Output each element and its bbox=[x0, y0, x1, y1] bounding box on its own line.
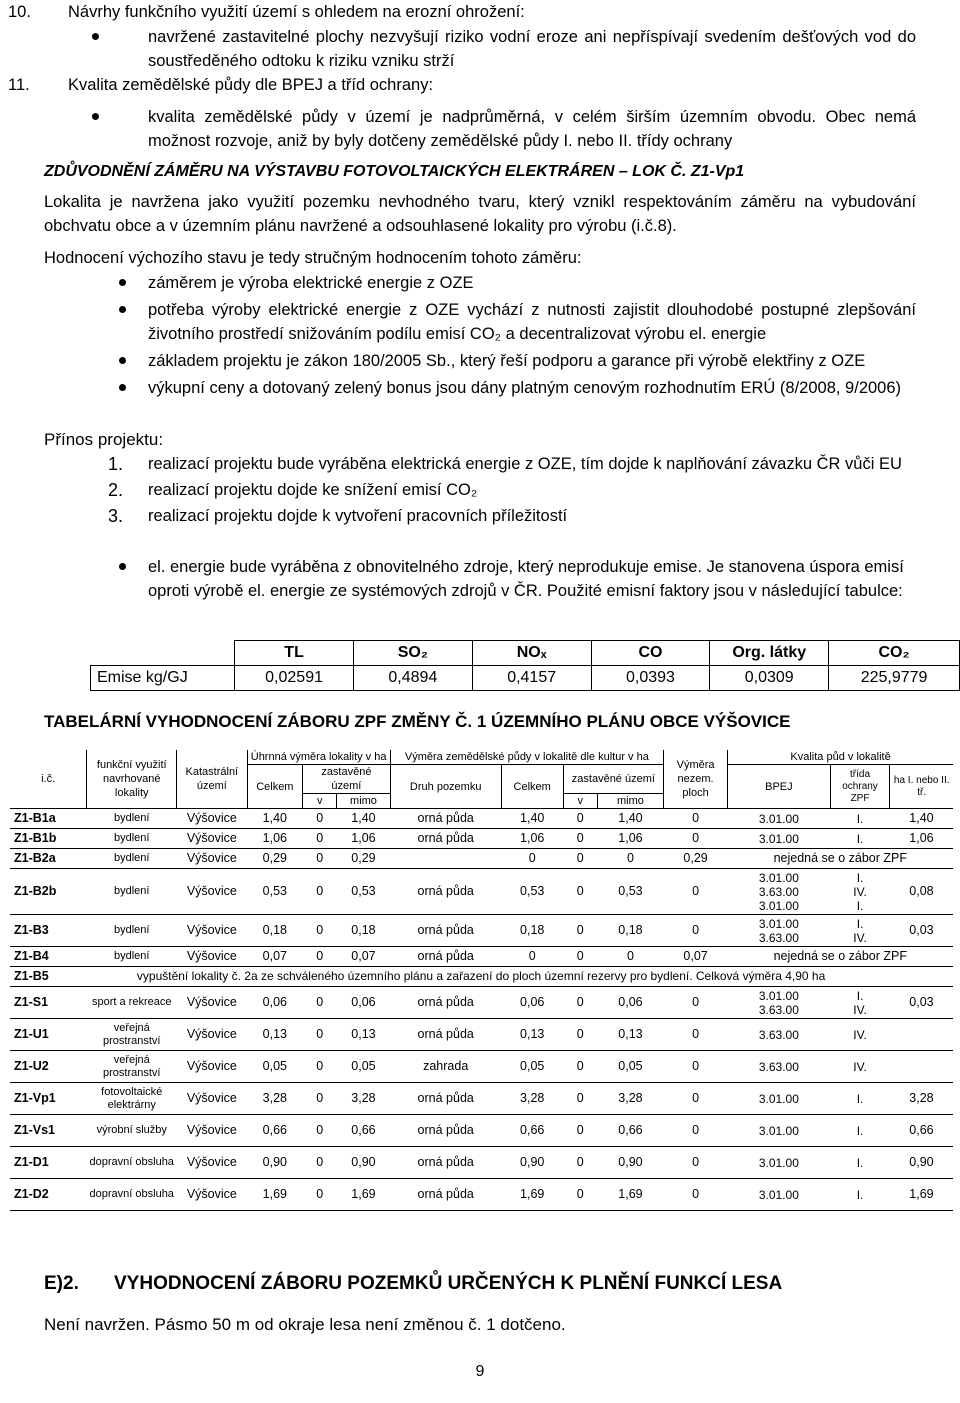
cell-function: sport a rekreace bbox=[87, 987, 177, 1019]
cell-katastr: Výšovice bbox=[177, 1051, 247, 1083]
cell-c2: 0 bbox=[501, 849, 563, 869]
cell-nz: 0 bbox=[664, 915, 728, 947]
table-header-row: Celkem zastavěné území Druh pozemku Celkem zastavěné území BPEJ třída ochrany ZPF ha I. nebo II. tř. bbox=[10, 765, 953, 794]
cell-code: Z1-B4 bbox=[10, 947, 87, 967]
cell-m: 1,40 bbox=[337, 809, 390, 829]
cell-function: dopravní obsluha bbox=[87, 1147, 177, 1179]
cell-c: 0,07 bbox=[247, 947, 303, 967]
zpf-table bbox=[10, 750, 953, 1211]
list-item: kvalita zemědělské půdy v území je nadprůměrná, v celém širším územním obvodu. Obec nemá možnost rozvoje, aniž by byly dotčeny zemědělské půdy I. nebo II. třídy ochrany bbox=[148, 105, 916, 153]
cell-trida: I. IV. I. bbox=[830, 869, 890, 915]
list-item: el. energie bude vyráběna z obnovitelného zdroje, který neprodukuje emise. Je stanovena úspora emisí oproti výrobě el. energie ze systémových zdrojů v ČR. Použité emisní faktory jsou v následující tabulce: bbox=[148, 555, 916, 603]
cell-code: Z1-B5 bbox=[10, 967, 87, 987]
cell-c2: 0,06 bbox=[501, 987, 563, 1019]
cell-m: 0,13 bbox=[337, 1019, 390, 1051]
cell-m2: 0,53 bbox=[597, 869, 663, 915]
cell-function: bydlení bbox=[87, 915, 177, 947]
cell-c: 3,28 bbox=[247, 1083, 303, 1115]
list-item: základem projektu je zákon 180/2005 Sb., který řeší podporu a garance při výrobě elektřiny z OZE bbox=[148, 349, 916, 373]
cell-m2: 0,05 bbox=[597, 1051, 663, 1083]
cell-code: Z1-B1a bbox=[10, 809, 87, 829]
cell-druh: orná půda bbox=[390, 829, 501, 849]
list-item: výkupní ceny a dotovaný zelený bonus jsou dány platným cenovým rozhodnutím ERÚ (8/2008, 9/2006) bbox=[148, 376, 916, 400]
prinos-bullets bbox=[148, 555, 916, 603]
cell-druh: zahrada bbox=[390, 1051, 501, 1083]
cell-m: 0,06 bbox=[337, 987, 390, 1019]
cell-note: vypuštění lokality č. 2a ze schváleného územního plánu a zařazení do ploch územní rezervy pro bydlení. Celková výměra 4,90 ha bbox=[87, 967, 953, 987]
cell-v: 0 bbox=[303, 809, 337, 829]
cell-trida: I. bbox=[830, 1179, 890, 1211]
cell-function: výrobní služby bbox=[87, 1115, 177, 1147]
cell-c: 0,90 bbox=[247, 1147, 303, 1179]
cell-katastr: Výšovice bbox=[177, 915, 247, 947]
cell-m: 0,66 bbox=[337, 1115, 390, 1147]
cell-druh bbox=[390, 849, 501, 869]
cell-nz: 0 bbox=[664, 1179, 728, 1211]
cell-bpej: 3.01.00 bbox=[728, 1115, 831, 1147]
cell-code: Z1-U2 bbox=[10, 1051, 87, 1083]
cell-druh: orná půda bbox=[390, 1019, 501, 1051]
section-10-title: Návrhy funkčního využití území s ohledem na erozní ohrožení: bbox=[68, 3, 525, 21]
cell-trida: IV. bbox=[830, 1051, 890, 1083]
cell-m: 0,07 bbox=[337, 947, 390, 967]
cell-v: 0 bbox=[303, 829, 337, 849]
cell-nz: 0 bbox=[664, 1083, 728, 1115]
cell-katastr: Výšovice bbox=[177, 1019, 247, 1051]
cell-katastr: Výšovice bbox=[177, 987, 247, 1019]
cell-v: 0 bbox=[303, 1179, 337, 1211]
cell-m: 3,28 bbox=[337, 1083, 390, 1115]
cell-c2: 1,40 bbox=[501, 809, 563, 829]
cell-v2: 0 bbox=[563, 1147, 597, 1179]
cell-c: 0,13 bbox=[247, 1019, 303, 1051]
section-11-number: 11. bbox=[8, 76, 30, 94]
cell-druh: orná půda bbox=[390, 987, 501, 1019]
cell-function: dopravní obsluha bbox=[87, 1179, 177, 1211]
cell-function: fotovoltaické elektrárny bbox=[87, 1083, 177, 1115]
prinos-list bbox=[108, 452, 916, 528]
section-11 bbox=[0, 73, 930, 97]
table-row bbox=[10, 1019, 953, 1051]
cell-trida: I. bbox=[830, 809, 890, 829]
cell-katastr: Výšovice bbox=[177, 829, 247, 849]
cell-v2: 0 bbox=[563, 1179, 597, 1211]
cell-ha: 3,28 bbox=[890, 1083, 953, 1115]
cell-v: 0 bbox=[303, 1083, 337, 1115]
cell-code: Z1-U1 bbox=[10, 1019, 87, 1051]
prinos-title: Přínos projektu: bbox=[44, 430, 164, 449]
cell-nz: 0 bbox=[664, 1019, 728, 1051]
cell-c2: 0,05 bbox=[501, 1051, 563, 1083]
cell-v2: 0 bbox=[563, 849, 597, 869]
cell-c2: 1,69 bbox=[501, 1179, 563, 1211]
cell-bpej: 3.01.00 3.63.00 3.01.00 bbox=[728, 869, 831, 915]
heading-zpf: TABELÁRNÍ VYHODNOCENÍ ZÁBORU ZPF ZMĚNY Č. 1 ÚZEMNÍHO PLÁNU OBCE VÝŠOVICE bbox=[44, 712, 791, 731]
table-row: Emise kg/GJ 0,02591 0,4894 0,4157 0,0393 0,0309 225,9779 bbox=[91, 666, 960, 691]
cell-m: 0,18 bbox=[337, 915, 390, 947]
cell-katastr: Výšovice bbox=[177, 947, 247, 967]
cell-druh: orná půda bbox=[390, 915, 501, 947]
cell-c: 0,29 bbox=[247, 849, 303, 869]
cell-code: Z1-B2a bbox=[10, 849, 87, 869]
cell-druh: orná půda bbox=[390, 869, 501, 915]
cell-m2: 0,06 bbox=[597, 987, 663, 1019]
cell-bpej: 3.01.00 3.63.00 bbox=[728, 987, 831, 1019]
cell-m2: 3,28 bbox=[597, 1083, 663, 1115]
list-item: záměrem je výroba elektrické energie z OZE bbox=[148, 271, 916, 295]
bullet-icon bbox=[119, 384, 126, 391]
cell-function: bydlení bbox=[87, 809, 177, 829]
cell-function: veřejná prostranství bbox=[87, 1051, 177, 1083]
cell-m2: 1,40 bbox=[597, 809, 663, 829]
cell-nz: 0 bbox=[664, 829, 728, 849]
cell-druh: orná půda bbox=[390, 1147, 501, 1179]
cell-ha: 0,08 bbox=[890, 869, 953, 915]
bullet-icon bbox=[119, 279, 126, 286]
cell-trida: I. bbox=[830, 1147, 890, 1179]
cell-c2: 0,90 bbox=[501, 1147, 563, 1179]
heading-fve: ZDŮVODNĚNÍ ZÁMĚRU NA VÝSTAVBU FOTOVOLTAICKÝCH ELEKTRÁREN – LOK Č. Z1-Vp1 bbox=[44, 163, 745, 180]
table-row bbox=[10, 809, 953, 829]
paragraph-lokalita: Lokalita je navržena jako využití pozemku nevhodného tvaru, který vznikl respektováním záměru na vybudování obchvatu obce a v územním plánu navržené a odsouhlasené lokality pro výrobu (i.č.8). bbox=[44, 193, 916, 235]
cell-c2: 3,28 bbox=[501, 1083, 563, 1115]
bullet-icon bbox=[119, 306, 126, 313]
cell-m2: 0 bbox=[597, 947, 663, 967]
table-row bbox=[10, 915, 953, 947]
section-10 bbox=[0, 0, 930, 24]
cell-v: 0 bbox=[303, 1019, 337, 1051]
cell-ha: 0,03 bbox=[890, 915, 953, 947]
table-row: TL SO₂ NOₓ CO Org. látky CO₂ bbox=[91, 641, 960, 666]
cell-katastr: Výšovice bbox=[177, 869, 247, 915]
cell-nz: 0 bbox=[664, 1147, 728, 1179]
cell-nz: 0 bbox=[664, 987, 728, 1019]
table-row bbox=[10, 987, 953, 1019]
cell-code: Z1-B1b bbox=[10, 829, 87, 849]
cell-m: 0,29 bbox=[337, 849, 390, 869]
cell-code: Z1-Vp1 bbox=[10, 1083, 87, 1115]
cell-c: 1,40 bbox=[247, 809, 303, 829]
cell-v: 0 bbox=[303, 869, 337, 915]
cell-m: 0,90 bbox=[337, 1147, 390, 1179]
cell-c2: 1,06 bbox=[501, 829, 563, 849]
cell-m2: 1,06 bbox=[597, 829, 663, 849]
bullet-icon bbox=[119, 357, 126, 364]
cell-v2: 0 bbox=[563, 809, 597, 829]
cell-m: 1,69 bbox=[337, 1179, 390, 1211]
cell-nz: 0,29 bbox=[664, 849, 728, 869]
cell-code: Z1-D1 bbox=[10, 1147, 87, 1179]
list-item: 2. realizací projektu dojde ke snížení emisí CO₂ bbox=[108, 480, 478, 500]
cell-m: 0,05 bbox=[337, 1051, 390, 1083]
cell-note: nejedná se o zábor ZPF bbox=[728, 947, 953, 967]
table-row bbox=[10, 1147, 953, 1179]
cell-bpej: 3.01.00 3.63.00 bbox=[728, 915, 831, 947]
cell-bpej: 3.01.00 bbox=[728, 1147, 831, 1179]
cell-druh: orná půda bbox=[390, 947, 501, 967]
cell-katastr: Výšovice bbox=[177, 849, 247, 869]
cell-v: 0 bbox=[303, 1115, 337, 1147]
cell-nz: 0,07 bbox=[664, 947, 728, 967]
cell-v2: 0 bbox=[563, 915, 597, 947]
page-number: 9 bbox=[475, 1363, 485, 1380]
cell-v2: 0 bbox=[563, 869, 597, 915]
cell-katastr: Výšovice bbox=[177, 1147, 247, 1179]
section-10-bullets bbox=[148, 25, 916, 73]
table-header-row: v mimo v mimo bbox=[10, 794, 953, 809]
cell-ha: 0,03 bbox=[890, 987, 953, 1019]
cell-bpej: 3.63.00 bbox=[728, 1019, 831, 1051]
cell-ha bbox=[890, 1019, 953, 1051]
bullet-icon bbox=[92, 113, 99, 120]
cell-trida: I. IV. bbox=[830, 987, 890, 1019]
cell-katastr: Výšovice bbox=[177, 1083, 247, 1115]
cell-m2: 1,69 bbox=[597, 1179, 663, 1211]
table-row bbox=[10, 849, 953, 869]
heading-e2 bbox=[44, 1272, 782, 1296]
cell-m2: 0 bbox=[597, 849, 663, 869]
cell-m2: 0,18 bbox=[597, 915, 663, 947]
cell-ha: 1,06 bbox=[890, 829, 953, 849]
emission-table bbox=[90, 640, 960, 691]
section-11-title: Kvalita zemědělské půdy dle BPEJ a tříd ochrany: bbox=[68, 76, 434, 94]
bullet-icon bbox=[92, 33, 99, 40]
cell-m2: 0,90 bbox=[597, 1147, 663, 1179]
cell-code: Z1-B3 bbox=[10, 915, 87, 947]
cell-c: 0,53 bbox=[247, 869, 303, 915]
cell-v: 0 bbox=[303, 849, 337, 869]
cell-ha: 1,69 bbox=[890, 1179, 953, 1211]
cell-function: veřejná prostranství bbox=[87, 1019, 177, 1051]
cell-function: bydlení bbox=[87, 829, 177, 849]
cell-bpej: 3.01.00 bbox=[728, 809, 831, 829]
cell-katastr: Výšovice bbox=[177, 1179, 247, 1211]
cell-ha: 0,66 bbox=[890, 1115, 953, 1147]
cell-c: 1,06 bbox=[247, 829, 303, 849]
cell-v2: 0 bbox=[563, 1083, 597, 1115]
cell-trida: I. bbox=[830, 1083, 890, 1115]
cell-nz: 0 bbox=[664, 809, 728, 829]
cell-ha: 0,90 bbox=[890, 1147, 953, 1179]
table-row bbox=[10, 947, 953, 967]
cell-v2: 0 bbox=[563, 829, 597, 849]
cell-function: bydlení bbox=[87, 947, 177, 967]
cell-trida: I. bbox=[830, 1115, 890, 1147]
cell-v2: 0 bbox=[563, 1019, 597, 1051]
cell-c: 0,18 bbox=[247, 915, 303, 947]
cell-c2: 0,13 bbox=[501, 1019, 563, 1051]
section-11-bullets bbox=[148, 105, 916, 153]
cell-nz: 0 bbox=[664, 869, 728, 915]
heading-e2-number: E)2. bbox=[44, 1273, 79, 1294]
list-item: 1. realizací projektu bude vyráběna elektrická energie z OZE, tím dojde k naplňování závazku ČR vůči EU bbox=[108, 454, 902, 474]
cell-v2: 0 bbox=[563, 987, 597, 1019]
cell-c2: 0,53 bbox=[501, 869, 563, 915]
list-item: potřeba výroby elektrické energie z OZE vychází z nutnosti zajistit dlouhodobé postupné zlepšování životního prostředí snižováním podílu emisí CO₂ a decentralizovat výrobu el. energie bbox=[148, 298, 916, 346]
cell-v: 0 bbox=[303, 987, 337, 1019]
cell-v2: 0 bbox=[563, 947, 597, 967]
paragraph-e2: Není navržen. Pásmo 50 m od okraje lesa není změnou č. 1 dotčeno. bbox=[44, 1315, 566, 1334]
cell-c2: 0 bbox=[501, 947, 563, 967]
cell-v2: 0 bbox=[563, 1115, 597, 1147]
cell-code: Z1-S1 bbox=[10, 987, 87, 1019]
cell-ha: 1,40 bbox=[890, 809, 953, 829]
bullet-icon bbox=[119, 563, 126, 570]
cell-v: 0 bbox=[303, 1051, 337, 1083]
cell-c2: 0,18 bbox=[501, 915, 563, 947]
cell-c2: 0,66 bbox=[501, 1115, 563, 1147]
cell-m2: 0,66 bbox=[597, 1115, 663, 1147]
cell-m2: 0,13 bbox=[597, 1019, 663, 1051]
cell-c: 1,69 bbox=[247, 1179, 303, 1211]
list-item: 3. realizací projektu dojde k vytvoření pracovních příležitostí bbox=[108, 506, 568, 526]
cell-trida: IV. bbox=[830, 1019, 890, 1051]
cell-note: nejedná se o zábor ZPF bbox=[728, 849, 953, 869]
cell-bpej: 3.63.00 bbox=[728, 1051, 831, 1083]
cell-v2: 0 bbox=[563, 1051, 597, 1083]
cell-druh: orná půda bbox=[390, 1083, 501, 1115]
cell-function: bydlení bbox=[87, 869, 177, 915]
list-item: navržené zastavitelné plochy nezvyšují riziko vodní eroze ani nepříspívají svedením dešťových vod do soustředěného odtoku k riziku vzniku strží bbox=[148, 25, 916, 73]
cell-v: 0 bbox=[303, 947, 337, 967]
table-header-row: i.č. funkční využití navrhované lokality Katastrální území Úhrnná výměra lokality v ha Výměra zemědělské půdy v lokalitě dle kultur v ha Výměra nezem. ploch Kvalita půd v lokalitě bbox=[10, 750, 953, 765]
table-row bbox=[10, 1051, 953, 1083]
cell-nz: 0 bbox=[664, 1051, 728, 1083]
cell-m: 1,06 bbox=[337, 829, 390, 849]
table-row bbox=[10, 1179, 953, 1211]
table-row bbox=[10, 869, 953, 915]
cell-m: 0,53 bbox=[337, 869, 390, 915]
table-row bbox=[10, 1115, 953, 1147]
cell-druh: orná půda bbox=[390, 1115, 501, 1147]
cell-c: 0,05 bbox=[247, 1051, 303, 1083]
cell-trida: I. bbox=[830, 829, 890, 849]
cell-c: 0,66 bbox=[247, 1115, 303, 1147]
cell-v: 0 bbox=[303, 915, 337, 947]
cell-nz: 0 bbox=[664, 1115, 728, 1147]
paragraph-hodnoceni: Hodnocení výchozího stavu je tedy stručným hodnocením tohoto záměru: bbox=[44, 249, 582, 267]
cell-code: Z1-B2b bbox=[10, 869, 87, 915]
cell-druh: orná půda bbox=[390, 1179, 501, 1211]
cell-v: 0 bbox=[303, 1147, 337, 1179]
cell-druh: orná půda bbox=[390, 809, 501, 829]
cell-katastr: Výšovice bbox=[177, 809, 247, 829]
cell-function: bydlení bbox=[87, 849, 177, 869]
section-10-number: 10. bbox=[8, 3, 31, 21]
cell-katastr: Výšovice bbox=[177, 1115, 247, 1147]
hodnoceni-bullets bbox=[148, 271, 916, 400]
cell-bpej: 3.01.00 bbox=[728, 1179, 831, 1211]
cell-ha bbox=[890, 1051, 953, 1083]
table-row bbox=[10, 1083, 953, 1115]
cell-code: Z1-D2 bbox=[10, 1179, 87, 1211]
heading-e2-title: VYHODNOCENÍ ZÁBORU POZEMKŮ URČENÝCH K PLNĚNÍ FUNKCÍ LESA bbox=[114, 1273, 783, 1294]
cell-bpej: 3.01.00 bbox=[728, 1083, 831, 1115]
cell-c: 0,06 bbox=[247, 987, 303, 1019]
table-row bbox=[10, 967, 953, 987]
cell-code: Z1-Vs1 bbox=[10, 1115, 87, 1147]
cell-bpej: 3.01.00 bbox=[728, 829, 831, 849]
table-row bbox=[10, 829, 953, 849]
cell-trida: I. IV. bbox=[830, 915, 890, 947]
